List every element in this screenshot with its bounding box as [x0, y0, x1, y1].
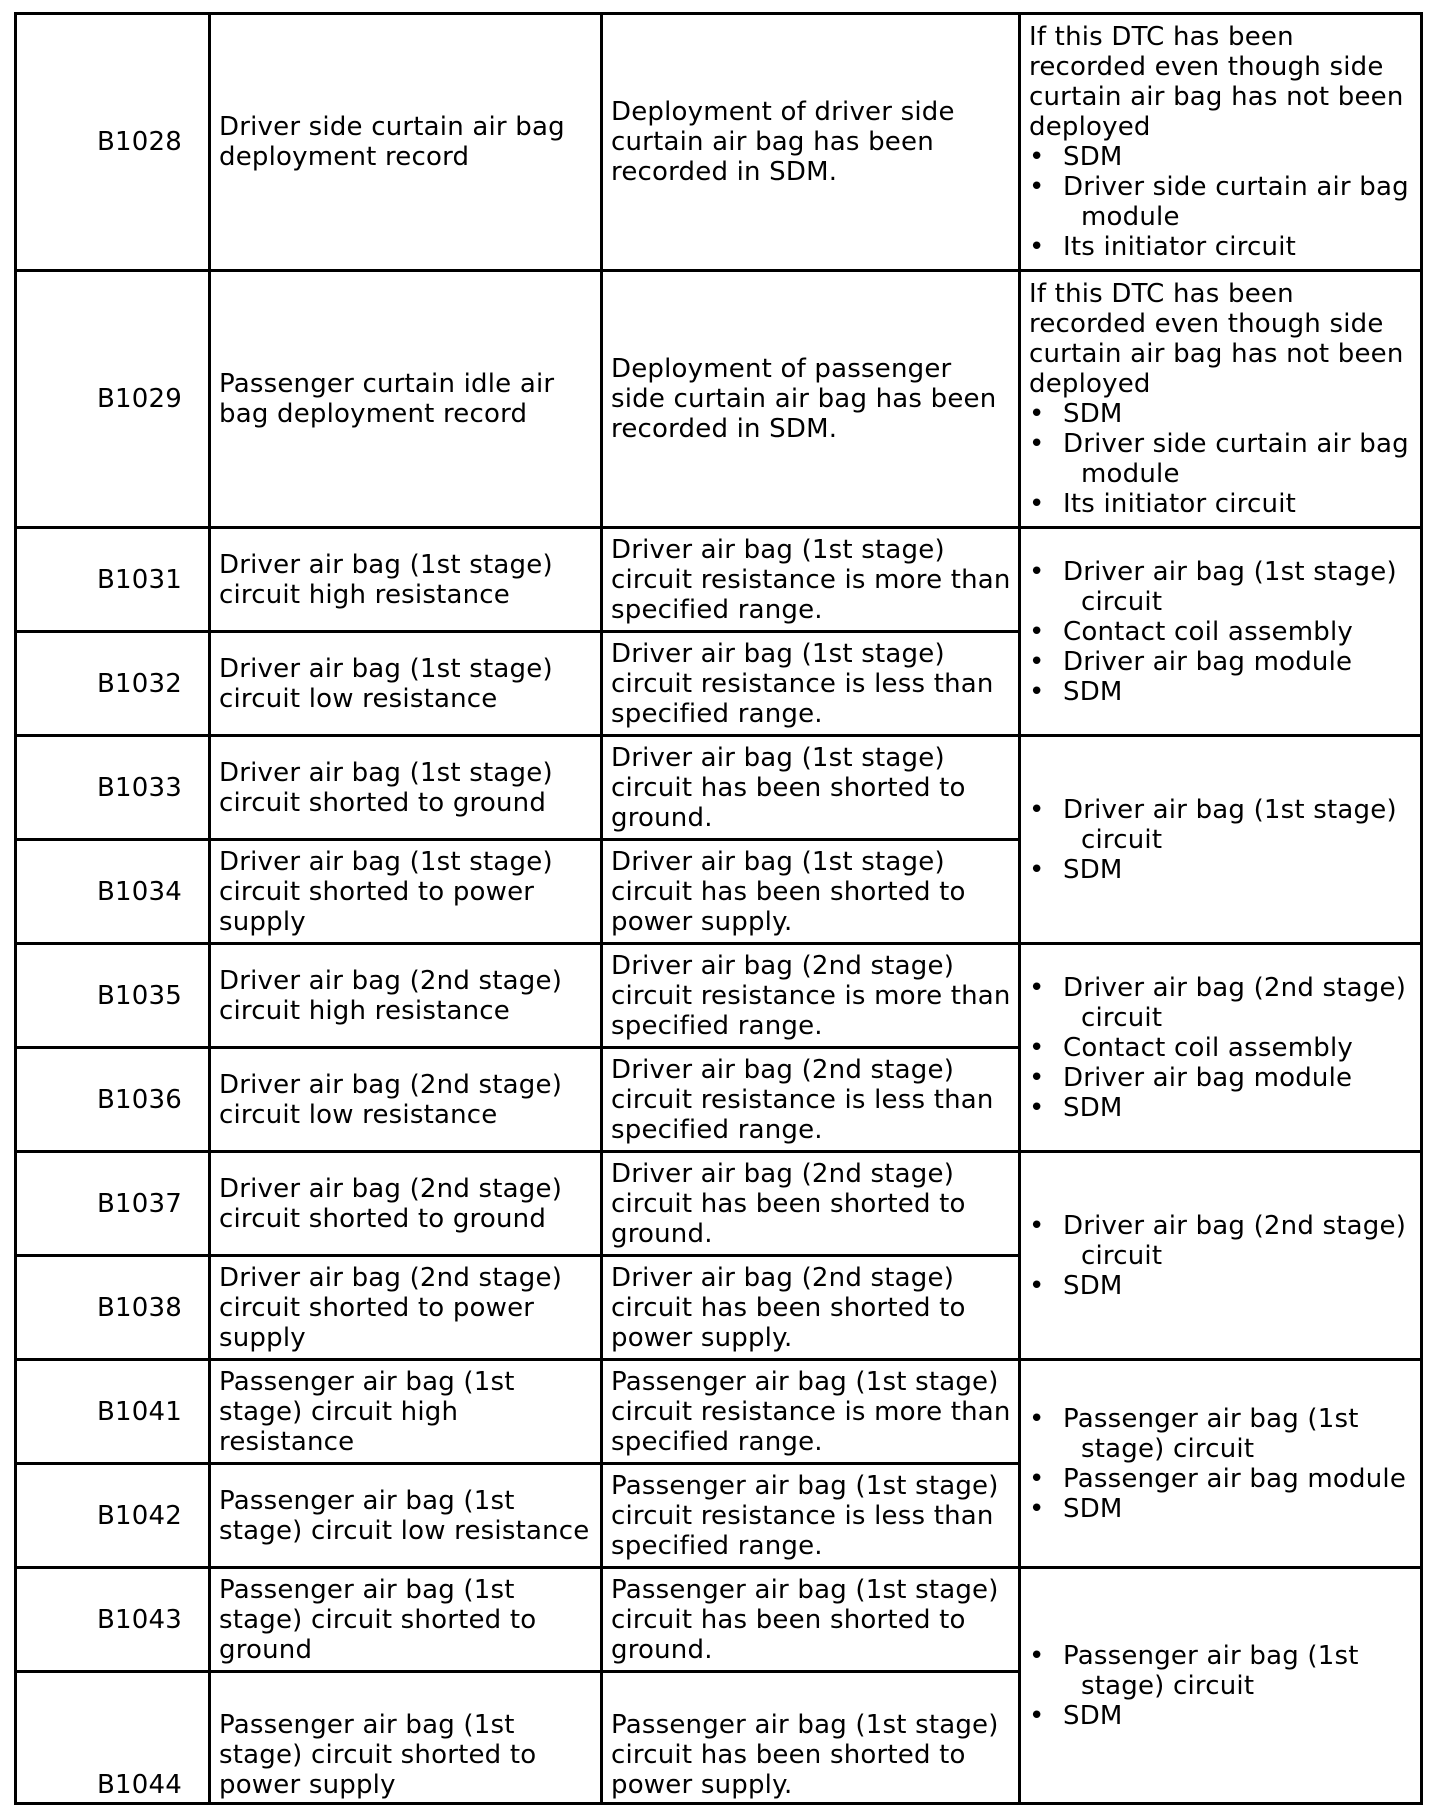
dtc-code: B1032 — [16, 632, 210, 736]
dtc-code: B1028 — [16, 14, 210, 271]
trouble-area: Driver air bag (1st stage) circuit resistance is more than specified range. — [602, 528, 1020, 632]
trouble-area: Driver air bag (2nd stage) circuit resistance is less than specified range. — [602, 1048, 1020, 1152]
detecting-condition: Driver air bag (2nd stage) circuit shorted to ground — [210, 1152, 602, 1256]
possible-cause — [1020, 271, 1422, 528]
table-row — [16, 528, 1422, 632]
cause-item: • SDM — [1029, 142, 1414, 172]
detecting-condition: Driver air bag (2nd stage) circuit high resistance — [210, 944, 602, 1048]
dtc-code: B1037 — [16, 1152, 210, 1256]
cause-item: • Driver air bag (2nd stage) circuit — [1029, 973, 1414, 1033]
trouble-area: Driver air bag (1st stage) circuit resistance is less than specified range. — [602, 632, 1020, 736]
possible-cause — [1020, 1360, 1422, 1568]
detecting-condition: Driver air bag (1st stage) circuit low resistance — [210, 632, 602, 736]
cause-list — [1029, 557, 1414, 707]
cause-item: • Contact coil assembly — [1029, 617, 1414, 647]
trouble-area: Driver air bag (1st stage) circuit has been shorted to ground. — [602, 736, 1020, 840]
cause-item: • Its initiator circuit — [1029, 232, 1414, 262]
detecting-condition: Passenger air bag (1st stage) circuit shorted to power supply — [210, 1672, 602, 1804]
cause-item: • Contact coil assembly — [1029, 1033, 1414, 1063]
cause-item: • Driver air bag (1st stage) circuit — [1029, 557, 1414, 617]
cause-intro: If this DTC has been recorded even though side curtain air bag has not been deployed — [1029, 279, 1404, 399]
possible-cause — [1020, 944, 1422, 1152]
cause-item: • SDM — [1029, 1271, 1414, 1301]
detecting-condition: Passenger curtain idle air bag deployment record — [210, 271, 602, 528]
cause-list — [1029, 142, 1414, 262]
trouble-area: Deployment of passenger side curtain air bag has been recorded in SDM. — [602, 271, 1020, 528]
cause-item: • SDM — [1029, 677, 1414, 707]
cause-intro: If this DTC has been recorded even though side curtain air bag has not been deployed — [1029, 22, 1404, 142]
table-row — [16, 271, 1422, 528]
detecting-condition: Driver air bag (1st stage) circuit shorted to power supply — [210, 840, 602, 944]
trouble-area: Driver air bag (2nd stage) circuit resistance is more than specified range. — [602, 944, 1020, 1048]
trouble-area: Driver air bag (2nd stage) circuit has been shorted to ground. — [602, 1152, 1020, 1256]
possible-cause — [1020, 736, 1422, 944]
possible-cause — [1020, 1152, 1422, 1360]
possible-cause — [1020, 528, 1422, 736]
table-row — [16, 1152, 1422, 1256]
cause-item: • SDM — [1029, 855, 1414, 885]
dtc-code: B1033 — [16, 736, 210, 840]
dtc-code: B1041 — [16, 1360, 210, 1464]
detecting-condition: Driver air bag (2nd stage) circuit low resistance — [210, 1048, 602, 1152]
trouble-area: Passenger air bag (1st stage) circuit has been shorted to ground. — [602, 1568, 1020, 1672]
dtc-code: B1044 — [16, 1672, 210, 1804]
cause-item: • Driver air bag module — [1029, 1063, 1414, 1093]
detecting-condition: Passenger air bag (1st stage) circuit high resistance — [210, 1360, 602, 1464]
trouble-area: Passenger air bag (1st stage) circuit resistance is less than specified range. — [602, 1464, 1020, 1568]
cause-item: • Driver air bag (2nd stage) circuit — [1029, 1211, 1414, 1271]
table-row — [16, 1360, 1422, 1464]
dtc-code: B1036 — [16, 1048, 210, 1152]
cause-item: • SDM — [1029, 1701, 1414, 1731]
possible-cause — [1020, 1568, 1422, 1804]
cause-list — [1029, 795, 1414, 885]
cause-list — [1029, 1404, 1414, 1524]
cause-list — [1029, 1211, 1414, 1301]
trouble-area: Passenger air bag (1st stage) circuit resistance is more than specified range. — [602, 1360, 1020, 1464]
table-row — [16, 14, 1422, 271]
table-row — [16, 944, 1422, 1048]
cause-list — [1029, 973, 1414, 1123]
cause-item: • SDM — [1029, 399, 1414, 429]
cause-item: • Passenger air bag (1st stage) circuit — [1029, 1404, 1414, 1464]
dtc-code: B1043 — [16, 1568, 210, 1672]
detecting-condition: Driver air bag (1st stage) circuit high resistance — [210, 528, 602, 632]
cause-item: • Its initiator circuit — [1029, 489, 1414, 519]
dtc-code: B1042 — [16, 1464, 210, 1568]
cause-item: • Driver air bag module — [1029, 647, 1414, 677]
cause-item: • Driver air bag (1st stage) circuit — [1029, 795, 1414, 855]
trouble-area: Driver air bag (1st stage) circuit has been shorted to power supply. — [602, 840, 1020, 944]
dtc-code: B1029 — [16, 271, 210, 528]
possible-cause — [1020, 14, 1422, 271]
cause-list — [1029, 399, 1414, 519]
trouble-area: Deployment of driver side curtain air bag has been recorded in SDM. — [602, 14, 1020, 271]
detecting-condition: Driver air bag (1st stage) circuit shorted to ground — [210, 736, 602, 840]
table-row — [16, 1568, 1422, 1672]
trouble-area: Driver air bag (2nd stage) circuit has been shorted to power supply. — [602, 1256, 1020, 1360]
cause-item: • Driver side curtain air bag module — [1029, 429, 1414, 489]
detecting-condition: Driver side curtain air bag deployment record — [210, 14, 602, 271]
cause-list — [1029, 1641, 1414, 1731]
dtc-code: B1035 — [16, 944, 210, 1048]
dtc-table — [14, 12, 1423, 1805]
dtc-code: B1031 — [16, 528, 210, 632]
cause-item: • Driver side curtain air bag module — [1029, 172, 1414, 232]
dtc-code: B1034 — [16, 840, 210, 944]
detecting-condition: Driver air bag (2nd stage) circuit shorted to power supply — [210, 1256, 602, 1360]
detecting-condition: Passenger air bag (1st stage) circuit low resistance — [210, 1464, 602, 1568]
cause-item: • SDM — [1029, 1494, 1414, 1524]
dtc-code: B1038 — [16, 1256, 210, 1360]
cause-item: • Passenger air bag (1st stage) circuit — [1029, 1641, 1414, 1701]
cause-item: • Passenger air bag module — [1029, 1464, 1414, 1494]
detecting-condition: Passenger air bag (1st stage) circuit shorted to ground — [210, 1568, 602, 1672]
trouble-area: Passenger air bag (1st stage) circuit has been shorted to power supply. — [602, 1672, 1020, 1804]
table-row — [16, 736, 1422, 840]
cause-item: • SDM — [1029, 1093, 1414, 1123]
